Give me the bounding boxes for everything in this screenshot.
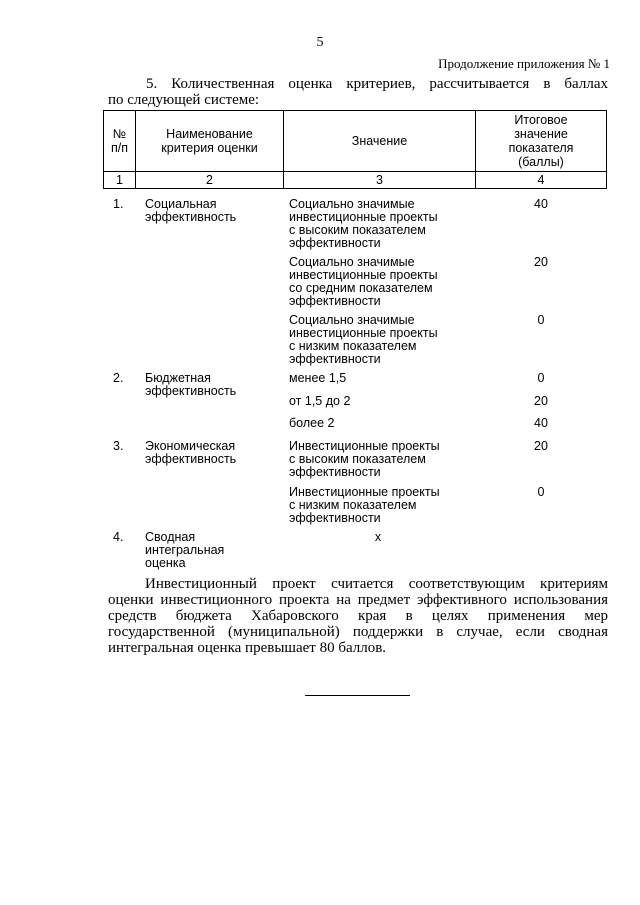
criterion-value: Социально значимые инвестиционные проекты с высоким показателем эффективности <box>289 197 438 250</box>
criterion-value: менее 1,5 <box>289 371 347 385</box>
closing-paragraph <box>108 576 608 656</box>
criteria-table-header <box>103 110 607 189</box>
column-number: 3 <box>284 172 476 189</box>
criterion-value: Социально значимые инвестиционные проекты со средним показателем эффективности <box>289 255 438 308</box>
row-number: 3. <box>113 439 124 453</box>
criterion-value: Инвестиционные проекты с высоким показателем эффективности <box>289 439 440 479</box>
closing-line: средств бюджета Хабаровского края в целях применения мер <box>108 608 608 624</box>
header-number: № п/п <box>104 111 136 172</box>
intro-line-1 <box>108 76 608 92</box>
intro-line-2: по следующей системе: <box>108 92 260 108</box>
row-number: 4. <box>113 530 124 544</box>
row-number: 1. <box>113 197 124 211</box>
criterion-score: 20 <box>534 394 548 408</box>
closing-line: оценки инвестиционного проекта на предмет эффективного использования <box>108 592 608 608</box>
criterion-value: более 2 <box>289 416 335 430</box>
intro-word: критериев, <box>346 76 416 92</box>
header-score: Итоговое значение показателя (баллы) <box>476 111 607 172</box>
intro-word: Количественная <box>171 76 275 92</box>
column-number: 4 <box>476 172 607 189</box>
criterion-score: 0 <box>537 371 545 385</box>
appendix-continuation-note: Продолжение приложения № 1 <box>438 56 610 71</box>
intro-word: оценка <box>288 76 333 92</box>
intro-word: баллах <box>564 76 608 92</box>
criterion-name: Бюджетная эффективность <box>145 371 237 398</box>
criterion-score: 0 <box>537 485 545 499</box>
criterion-score: 40 <box>534 197 548 211</box>
criterion-name: Социальная эффективность <box>145 197 237 224</box>
intro-word: в <box>543 76 551 92</box>
header-value: Значение <box>284 111 476 172</box>
criterion-name: Сводная интегральная оценка <box>145 530 225 570</box>
criterion-score: 20 <box>534 439 548 453</box>
criterion-value: Инвестиционные проекты с низким показателем эффективности <box>289 485 440 525</box>
criterion-score: 40 <box>534 416 548 430</box>
criterion-score: х <box>374 530 382 544</box>
closing-line: государственной (муниципальной) поддержки в случае, если сводная <box>108 624 608 640</box>
criterion-score: 0 <box>537 313 545 327</box>
criterion-score: 20 <box>534 255 548 269</box>
row-number: 2. <box>113 371 124 385</box>
header-criterion: Наименование критерия оценки <box>136 111 284 172</box>
column-number: 1 <box>104 172 136 189</box>
intro-word: 5. <box>146 76 158 92</box>
criterion-value: от 1,5 до 2 <box>289 394 351 408</box>
intro-word: рассчитывается <box>429 76 530 92</box>
column-number: 2 <box>136 172 284 189</box>
closing-line: интегральная оценка превышает 80 баллов. <box>108 640 387 656</box>
intro-paragraph <box>108 76 608 108</box>
closing-line: Инвестиционный проект считается соответствующим критериям <box>145 576 608 592</box>
page-number: 5 <box>316 35 324 50</box>
end-divider-line <box>305 695 410 696</box>
criterion-name: Экономическая эффективность <box>145 439 237 466</box>
criterion-value: Социально значимые инвестиционные проекты с низким показателем эффективности <box>289 313 438 366</box>
